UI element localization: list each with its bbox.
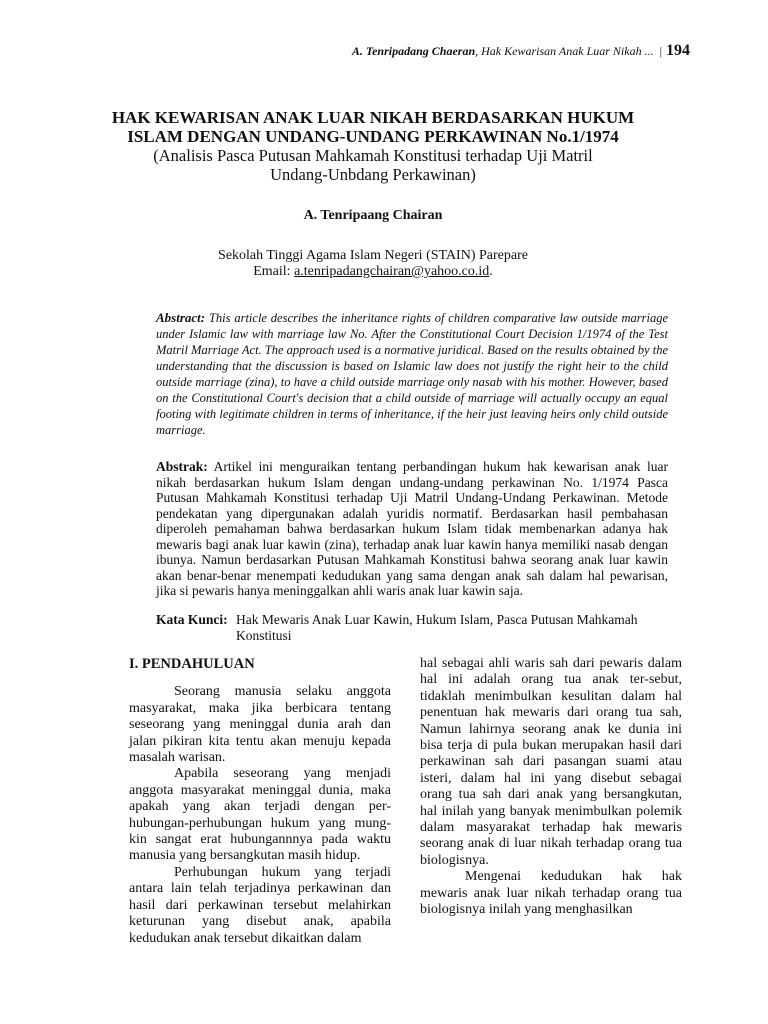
- paragraph: hal sebagai ahli waris sah dari pewaris dalam hal ini adalah orang tua anak ter-sebut, tidaklah menimbulkan kesulitan dalam hal penentuan hak mewaris dari orang tua sah, Namun lahirnya seorang anak ke dunia ini bisa terja di pula bukan merupakan hasil dari perkawinan sah dari pasangan suami atau isteri, dalam hal ini yang disebut sebagai orang tua sah dari anak yang bersangkutan, hal inilah yang banyak menimbulkan polemik dalam masyarakat terhadap hak mewaris seorang anak di luar nikah terhadap orang tua biologisnya.: [420, 656, 682, 868]
- paper-title-line-2: ISLAM DENGAN UNDANG-UNDANG PERKAWINAN No.1/1974: [127, 127, 619, 146]
- paragraph: Mengenai kedudukan hak hak mewaris anak luar nikah terhadap orang tua biologisnya inilah yang menghasilkan: [420, 869, 682, 918]
- keywords-label: Kata Kunci:: [156, 612, 228, 627]
- email-link[interactable]: a.tenripadangchairan@yahoo.co.id: [294, 264, 490, 279]
- keywords: [156, 612, 668, 644]
- paragraph: Perhubungan hukum yang terjadi antara lain telah terjadinya perkawinan dan hasil dari perkawinan tersebut melahirkan keturunan yang disebut anak, apabila kedudukan anak tersebut dikaitkan dalam: [129, 864, 391, 946]
- body-column-left: [129, 656, 391, 947]
- paper-subtitle-line-1: (Analisis Pasca Putusan Mahkamah Konstitusi terhadap Uji Matril: [153, 146, 593, 165]
- header-author: A. Tenripadang Chaeran: [351, 44, 476, 58]
- paragraph: Apabila seseorang yang menjadi anggota masyarakat meninggal dunia, maka apakah yang akan terjadi dengan per-hubungan-perhubungan hukum yang mung-kin sangat erat hubungannnya pada waktu manusia yang bersangkutan masih hidup.: [129, 766, 391, 864]
- running-header: [0, 40, 690, 62]
- affiliation: Sekolah Tinggi Agama Islam Negeri (STAIN) Parepare: [218, 248, 528, 263]
- header-running-title: , Hak Kewarisan Anak Luar Nikah ...: [475, 44, 654, 58]
- abstract-en-text: This article describes the inheritance rights of children comparative law outside marriage under Islamic law with marriage law No. After the Constitutional Court Decision 1/1974 of the Test Matril Marriage Act. The approach used is a normative juridical. Based on the results obtained by the understanding that the discussion is based on Islamic law does not justify the right heir to the child outside marriage (zina), to have a child outside marriage only nasab with his mother. However, based on the Constitutional Court's decision that a child outside of marriage will actually occupy an equal footing with legitimate children in terms of inheritance, if the heir just leaving heirs only child outside marriage.: [156, 311, 668, 437]
- email-label: Email:: [253, 264, 295, 279]
- email-suffix: .: [489, 264, 493, 279]
- paragraph: Seorang manusia selaku anggota masyarakat, maka jika berbicara tentang seseorang yang meninggal dunia arah dan jalan pikiran kita tentu akan menuju kepada masalah warisan.: [129, 684, 391, 766]
- paper-subtitle-line-2: Undang-Unbdang Perkawinan): [270, 165, 476, 184]
- author-name: A. Tenripaang Chairan: [303, 208, 443, 223]
- abstract-id-text: Artikel ini menguraikan tentang perbandingan hukum hak kewarisan anak luar nikah berdasarkan hukum Islam dengan undang-undang perkawinan No. 1/1974 Pasca Putusan Mahkamah Konstitusi terhadap Uji Matril Undang-Undang Perkawinan. Metode pendekatan yang dipergunakan adalah yuridis normatif. Berdasarkan hasil pembahasan diperoleh pemahaman bahwa berdasarkan hukum Islam tidak membenarkan adanya hak mewaris bagi anak luar kawin (zina), terhadap anak luar kawin hanya memiliki nasab dengan ibunya. Namun berdasarkan Putusan Mahkamah Konstitusi bahwa seorang anak luar kawin akan benar-benar menempati kedudukan yang sama dengan anak sah dalam hal pewarisan, jika si pewaris hanya meninggalkan ahli waris anak luar kawin saja.: [156, 459, 668, 598]
- section-heading: I. PENDAHULUAN: [129, 656, 255, 672]
- abstract-en-label: Abstract:: [156, 310, 206, 325]
- affiliation-block: [100, 248, 646, 280]
- title-block: [100, 108, 646, 184]
- email-line: [100, 264, 646, 280]
- abstract-english: [156, 310, 668, 438]
- page-number: 194: [666, 42, 690, 59]
- keywords-text: Hak Mewaris Anak Luar Kawin, Hukum Islam, Pasca Putusan Mahkamah Konstitusi: [236, 612, 638, 643]
- paper-title-line-1: HAK KEWARISAN ANAK LUAR NIKAH BERDASARKAN HUKUM: [111, 108, 635, 127]
- abstract-indonesian: [156, 459, 668, 599]
- header-divider: |: [659, 44, 662, 58]
- abstract-id-label: Abstrak:: [156, 459, 208, 474]
- body-column-right: [420, 656, 682, 919]
